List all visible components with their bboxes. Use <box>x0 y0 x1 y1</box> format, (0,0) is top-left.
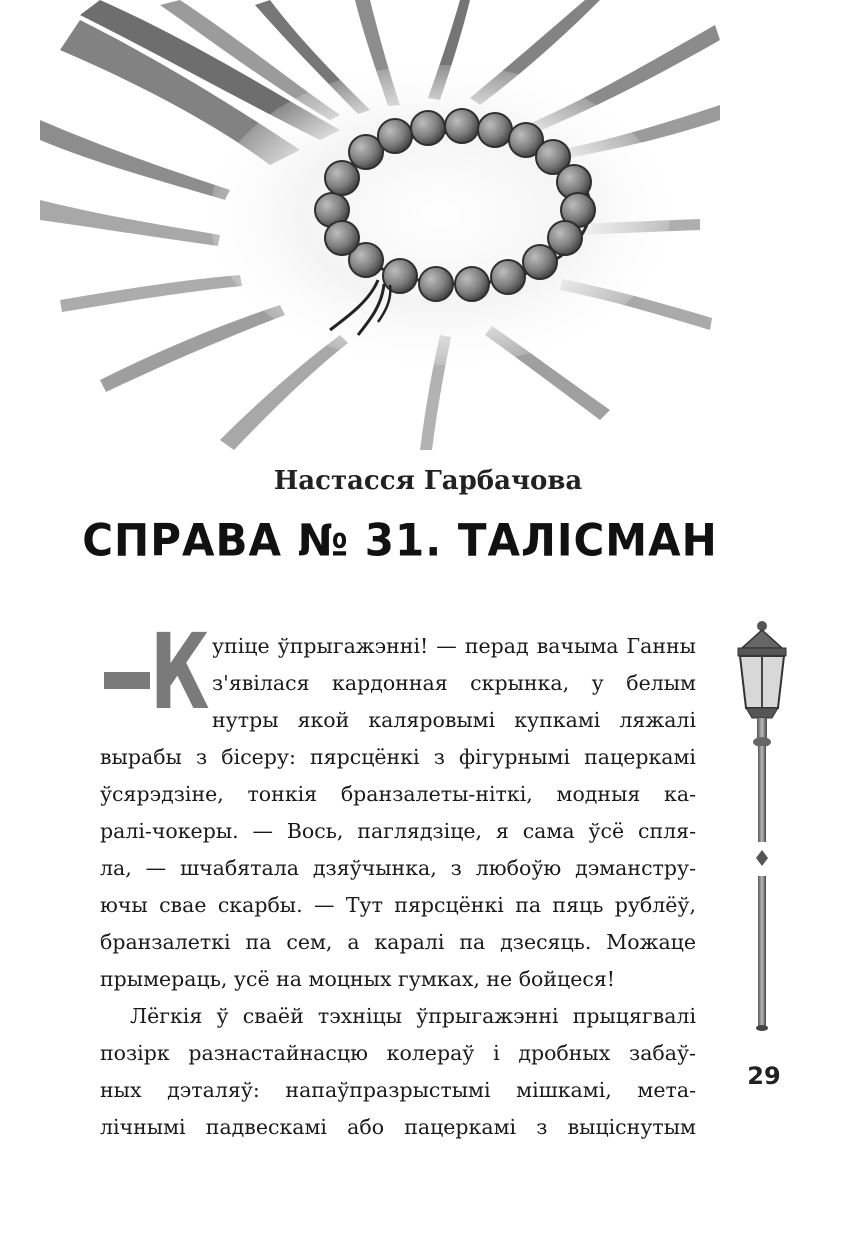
bracelet-illustration <box>40 0 720 460</box>
page-number: 29 <box>747 1062 781 1090</box>
text-line: позірк разнастайнасцю колераў і дробных забаў- <box>100 1041 696 1065</box>
story-title: СПРАВА № 31. ТАЛІСМАН <box>82 514 718 567</box>
author-name: Настасся Гарбачова <box>273 466 583 496</box>
text-line: ла, — шчабятала дзяўчынка, з любоўю дэманстру- <box>100 856 696 880</box>
text-line: Лёгкія ў сваёй тэхніцы ўпрыгажэнні прыцягвалі <box>130 1004 696 1028</box>
text-line: упіце ўпрыгажэнні! — перад вачыма Ганны <box>212 634 696 658</box>
text-line: ралі-чокеры. — Вось, паглядзіце, я сама ўсё спля- <box>100 819 696 843</box>
text-line: вырабы з бісеру: пярсцёнкі з фігурнымі пацеркамі <box>100 745 696 769</box>
text-line: лічнымі падвескамі або пацеркамі з выціснутым <box>100 1115 696 1139</box>
text-line: ўсярэдзіне, тонкія бранзалеты-ніткі, модныя ка- <box>100 782 696 806</box>
street-lamp-icon <box>724 618 800 1038</box>
text-line: ных дэталяў: напаўпразрыстымі мішкамі, мета- <box>100 1078 696 1102</box>
text-line: з'явілася кардонная скрынка, у белым <box>212 671 696 695</box>
text-line: ючы свае скарбы. — Тут пярсцёнкі па пяць рублёў, <box>100 893 696 917</box>
text-line: нутры якой каляровымі купкамі ляжалі <box>212 708 696 732</box>
dropcap-letter: К <box>150 611 210 733</box>
text-line: прымераць, усё на моцных гумках, не бойцеся! <box>100 967 616 991</box>
story-text <box>100 628 696 1146</box>
text-line: бранзалеткі па сем, а каралі па дзесяць. Можаце <box>100 930 696 954</box>
